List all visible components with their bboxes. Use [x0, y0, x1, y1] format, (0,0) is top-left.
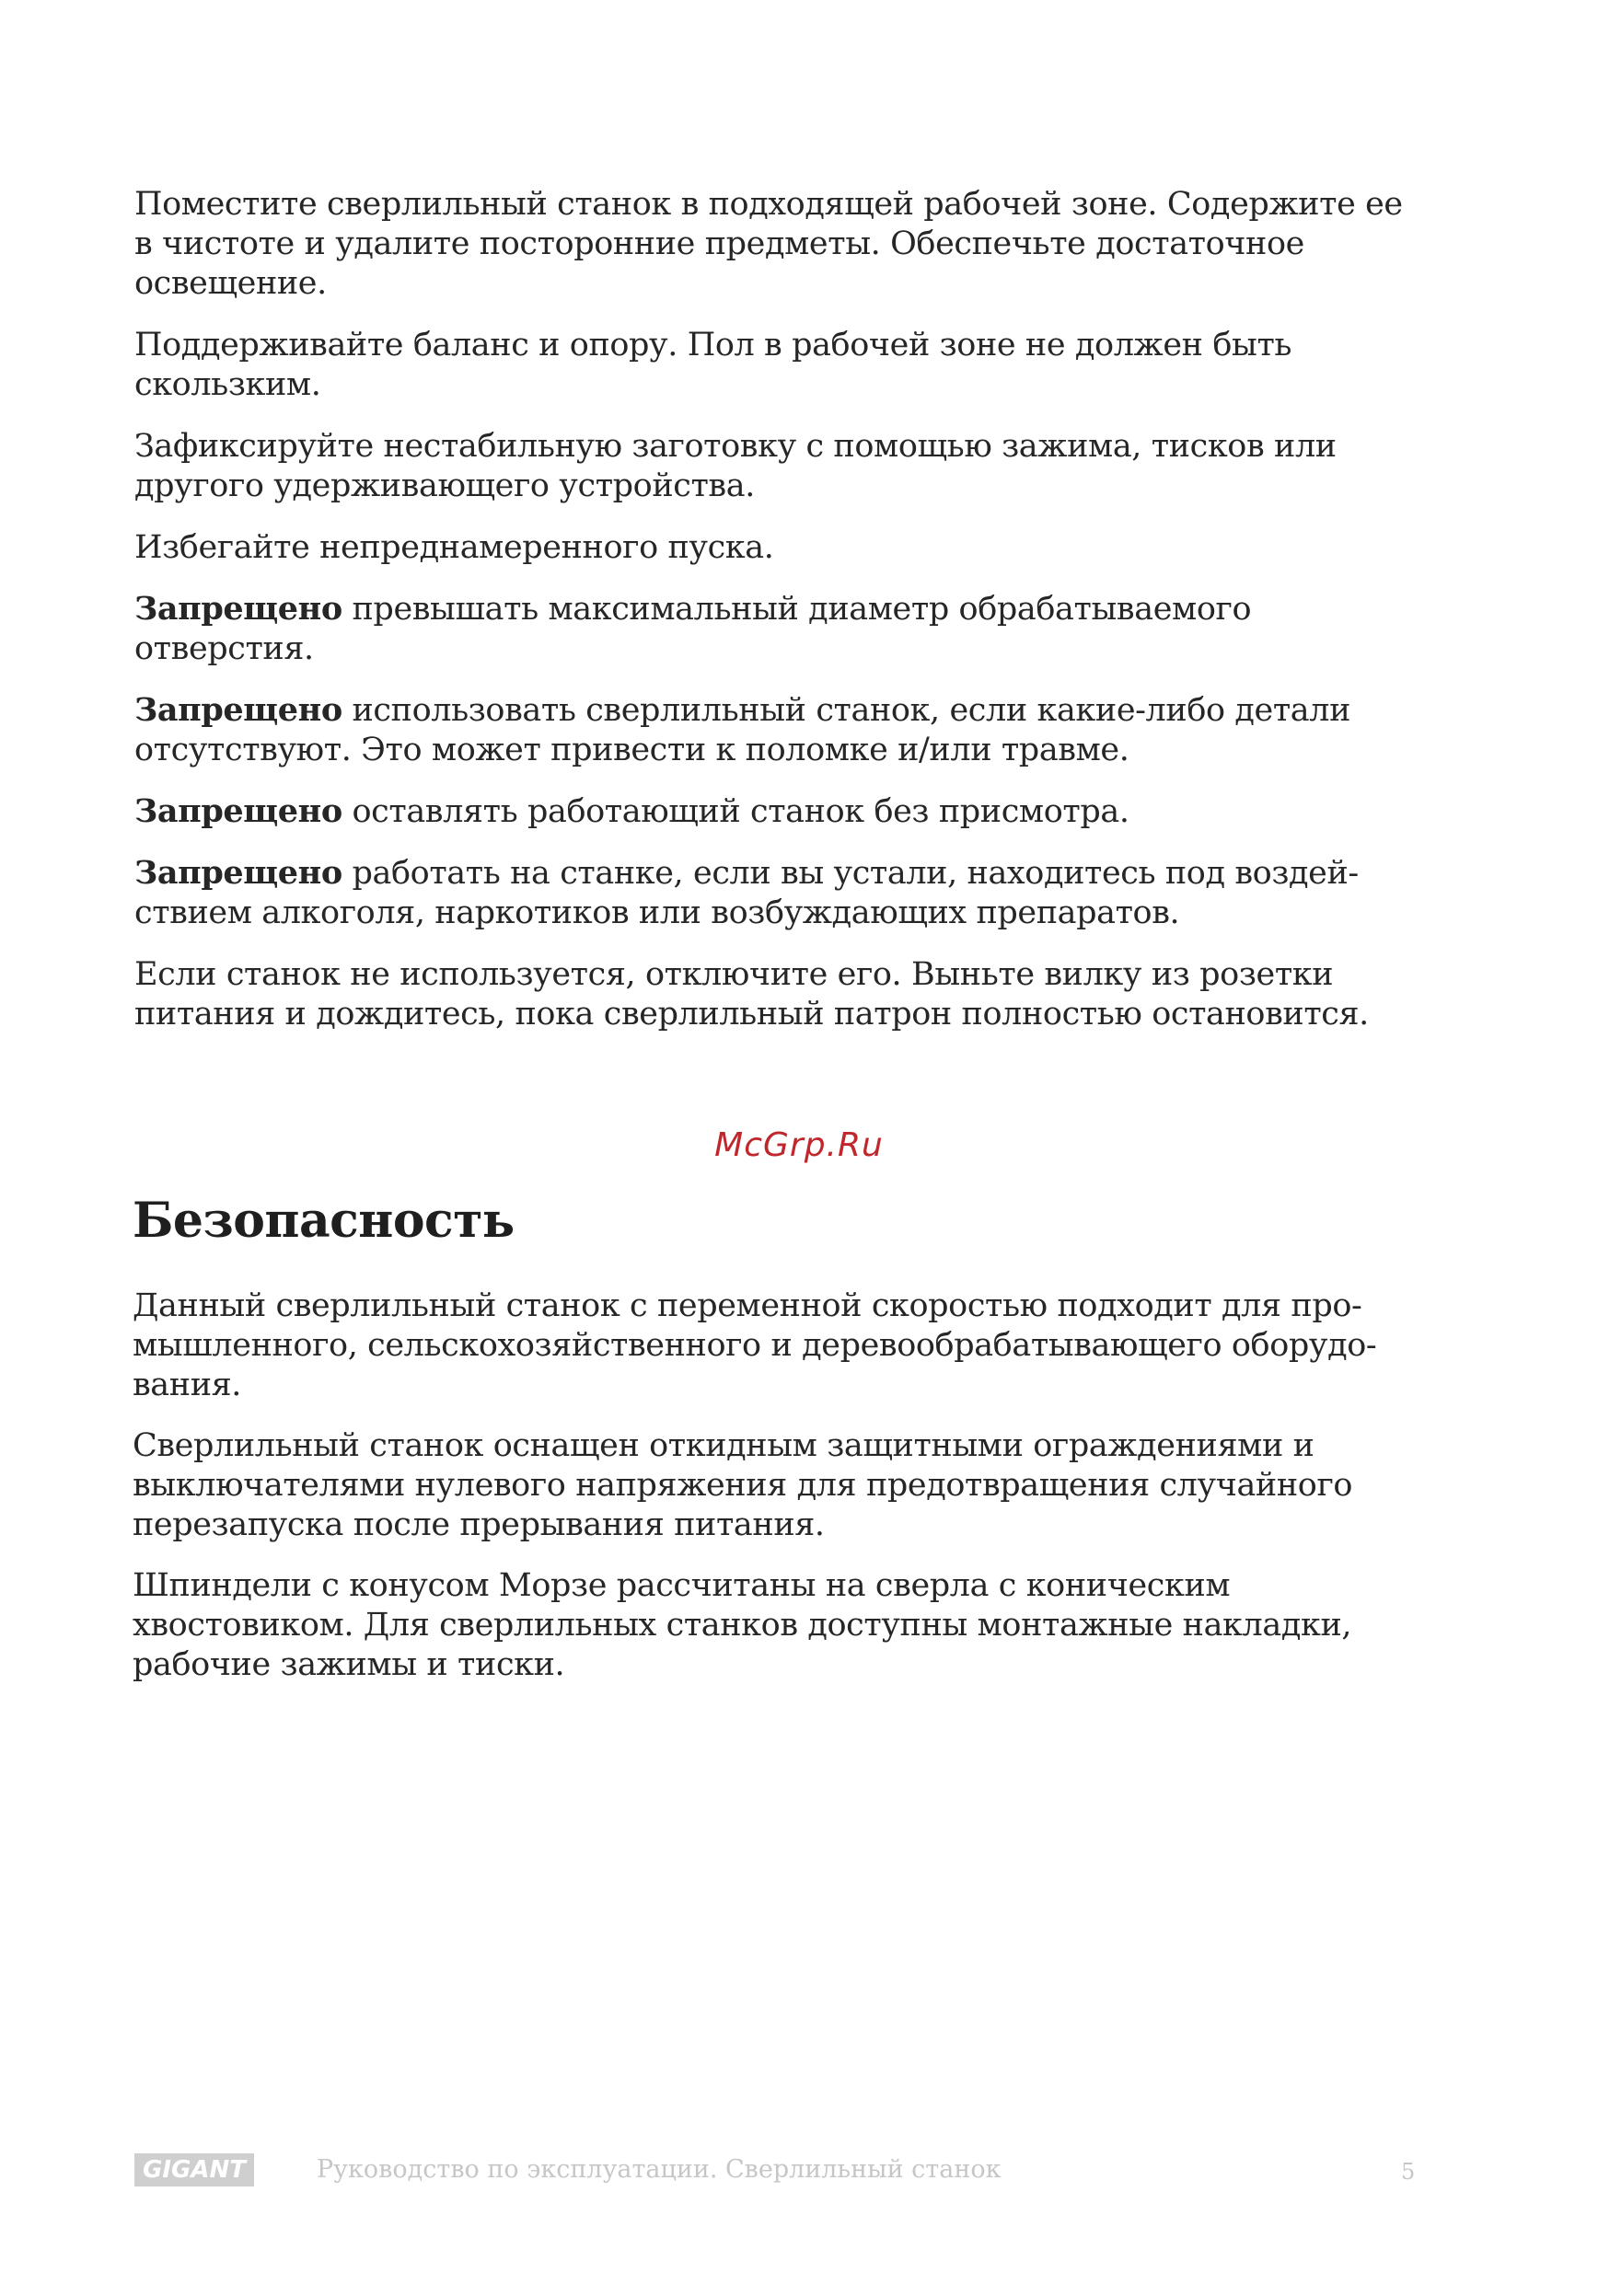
- paragraph: [134, 426, 1423, 506]
- paragraph-bold: Запрещено: [134, 854, 342, 892]
- paragraph: [134, 853, 1423, 933]
- paragraph-text: Избегайте непреднамеренного пуска.: [134, 529, 774, 566]
- paragraph: [134, 954, 1423, 1034]
- paragraph-text: использовать сверлильный станок, если какие-либо детали отсутствуют. Это может привести к поломке и/или травме.: [134, 692, 1351, 768]
- paragraph-text: превышать максимальный диаметр обрабатываемого отверстия.: [134, 591, 1252, 667]
- paragraph: [134, 589, 1423, 669]
- section-heading: Безопасность: [133, 1193, 515, 1249]
- page-footer: [134, 2153, 1423, 2190]
- paragraph: [134, 184, 1423, 304]
- watermark-link[interactable]: McGrp.Ru: [714, 1126, 884, 1164]
- paragraph-bold: Запрещено: [134, 691, 342, 729]
- paragraph: [134, 690, 1423, 770]
- paragraph-bold: Запрещено: [134, 590, 342, 628]
- paragraph-text: работать на станке, если вы устали, находитесь под воздействием алкоголя, наркотиков или возбуждающих препаратов.: [134, 855, 1360, 931]
- paragraph-text: оставлять работающий станок без присмотра.: [342, 793, 1129, 830]
- section-paragraph: Сверлильный станок оснащен откидным защитными ограждениями и выключателями нулевого напряжения для предотвращения случайного перезапуска после прерывания питания.: [133, 1427, 1353, 1543]
- paragraph: [134, 325, 1423, 405]
- safety-rules-list: [134, 184, 1423, 1056]
- paragraph: [134, 527, 1423, 568]
- safety-section: [133, 1193, 1421, 1706]
- page-number: 5: [1401, 2159, 1416, 2185]
- paragraph-text: Поместите сверлильный станок в подходящей рабочей зоне. Содержите ее в чистоте и удалите посторонние предметы. Обеспечьте достаточное освещение.: [134, 186, 1403, 302]
- paragraph: [134, 791, 1423, 832]
- section-paragraph: Шпиндели с конусом Морзе рассчитаны на сверла с коническим хвостовиком. Для сверлильных станков доступны монтажные накладки, рабочие зажимы и тиски.: [133, 1567, 1352, 1683]
- paragraph-bold: Запрещено: [134, 792, 342, 830]
- section-paragraph: Данный сверлильный станок с переменной скоростью подходит для промышленного, сельскохозяйственного и деревообрабатывающего оборудования.: [133, 1287, 1377, 1403]
- brand-logo: GIGANT: [134, 2153, 254, 2186]
- paragraph-text: Если станок не используется, отключите его. Выньте вилку из розетки питания и дождитесь, пока сверлильный патрон полностью остановится.: [134, 956, 1369, 1033]
- footer-title: Руководство по эксплуатации. Сверлильный станок: [317, 2155, 1002, 2184]
- paragraph-text: Поддерживайте баланс и опору. Пол в рабочей зоне не должен быть скользким.: [134, 327, 1292, 403]
- paragraph-text: Зафиксируйте нестабильную заготовку с помощью зажима, тисков или другого удерживающего устройства.: [134, 428, 1337, 504]
